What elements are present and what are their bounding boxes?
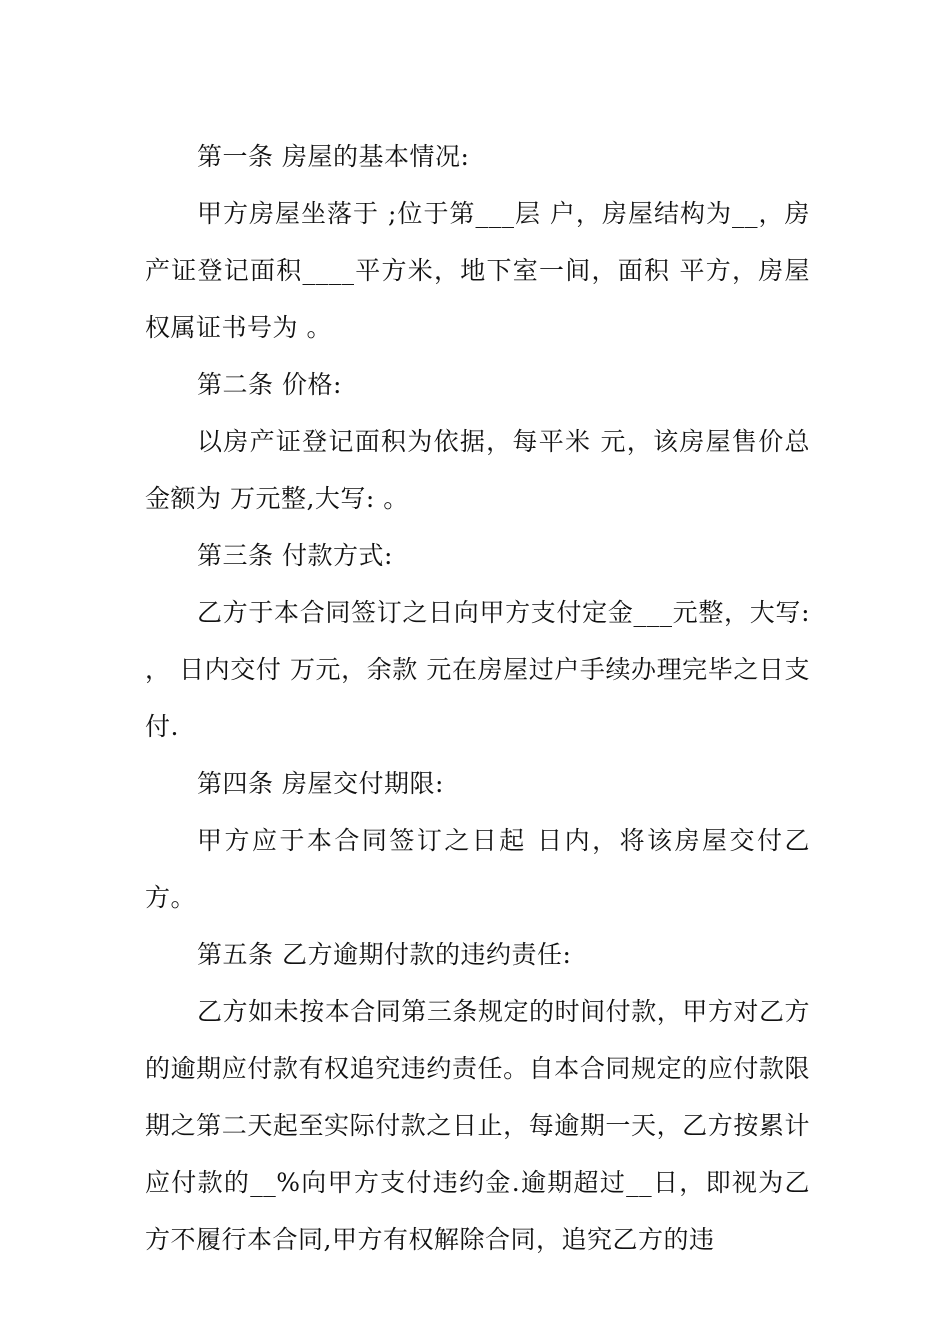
article-3-heading: 第三条 付款方式:: [197, 541, 393, 570]
article-1-heading: 第一条 房屋的基本情况:: [197, 142, 470, 171]
article-2-text: 以房产证登记面积为依据，每平米 元，该房屋售价总金额为 万元整,大写: 。: [145, 427, 810, 513]
article-2-heading: 第二条 价格:: [197, 370, 342, 399]
article-1-text: 甲方房屋坐落于 ;位于第___层 户，房屋结构为__，房产证登记面积____平方米，地下室一间，面积 平方，房屋权属证书号为 。: [145, 199, 810, 342]
contract-body: [145, 128, 810, 1268]
article-4-heading: 第四条 房屋交付期限:: [197, 769, 444, 798]
article-4-text: 甲方应于本合同签订之日起 日内，将该房屋交付乙方。: [145, 826, 810, 912]
article-3-text: 乙方于本合同签订之日向甲方支付定金___元整，大写: ， 日内交付 万元，余款 元在房屋过户手续办理完毕之日支付.: [145, 598, 810, 741]
article-5-heading: 第五条 乙方逾期付款的违约责任:: [197, 940, 572, 969]
article-5-text: 乙方如未按本合同第三条规定的时间付款，甲方对乙方的逾期应付款有权追究违约责任。自本合同规定的应付款限期之第二天起至实际付款之日止，每逾期一天，乙方按累计应付款的__%向甲方支付违约金.逾期超过__日，即视为乙方不履行本合同,甲方有权解除合同，追究乙方的违: [145, 997, 810, 1254]
